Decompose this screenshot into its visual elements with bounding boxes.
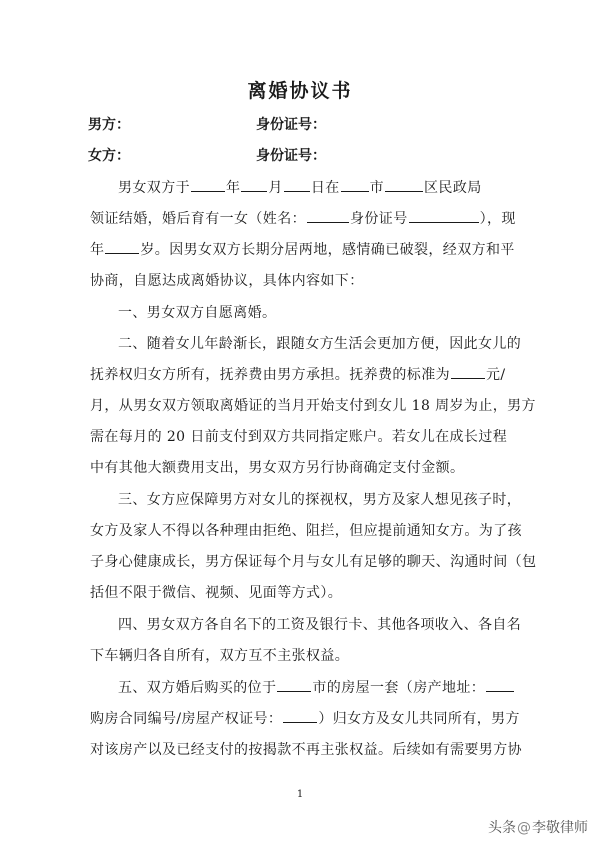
female-label: 女方：	[88, 148, 130, 164]
author-watermark	[488, 817, 588, 837]
platform-name: 头条	[488, 820, 516, 836]
blank-month	[241, 177, 267, 192]
paragraph-intro-line-2: 领证结婚，婚后育有一女（姓名： 身份证号 ），现	[90, 208, 510, 228]
paragraph-intro-line-3: 年 岁。因男女双方长期分居两地，感情确已破裂，经双方和平	[90, 239, 510, 259]
at-sign: @	[517, 820, 531, 836]
document-title: 离婚协议书	[247, 80, 353, 102]
blank-property-city	[277, 677, 311, 692]
clause-3-line-3: 子身心健康成长，男方保证每个月与女儿有足够的聊天、沟通时间（包	[90, 554, 537, 570]
clause-3-line-1: 三、女方应保障男方对女儿的探视权，男方及家人想见孩子时，	[118, 492, 522, 508]
blank-property-address	[486, 677, 514, 692]
female-id-label: 身份证号：	[256, 148, 326, 164]
clause-1: 一、男女双方自愿离婚。	[118, 305, 277, 321]
clause-5-line-3: 对该房产以及已经支付的按揭款不再主张权益。后续如有需要男方协	[90, 742, 522, 758]
clause-3-line-2: 女方及家人不得以各种理由拒绝、阻拦，但应提前通知女方。为了孩	[90, 523, 522, 539]
blank-day	[284, 177, 310, 192]
clause-2-line-3: 月，从男女双方领取离婚证的当月开始支付到女儿 18 周岁为止，男方	[90, 398, 536, 414]
page-number: 1	[296, 789, 304, 800]
female-party-line	[88, 145, 326, 165]
male-label: 男方：	[88, 117, 130, 133]
clause-2-line-4: 需在每月的 20 日前支付到双方共同指定账户。若女儿在成长过程	[90, 429, 508, 445]
blank-age	[105, 239, 139, 254]
clause-2-line-1: 二、随着女儿年龄渐长，跟随女方生活会更加方便，因此女儿的	[118, 336, 522, 352]
male-id-label: 身份证号：	[256, 117, 326, 133]
author-name: 李敬律师	[532, 820, 588, 836]
blank-daughter-id	[409, 208, 479, 223]
blank-support-amount	[451, 364, 485, 379]
paragraph-intro-line-4: 协商，自愿达成离婚协议，具体内容如下：	[90, 273, 364, 289]
male-party-line	[88, 114, 326, 134]
clause-4-line-2: 下车辆归各自所有，双方互不主张权益。	[90, 648, 350, 664]
clause-2-line-5: 中有其他大额费用支出，男女双方另行协商确定支付金额。	[90, 460, 465, 476]
clause-2-line-2: 抚养权归女方所有，抚养费由男方承担。抚养费的标准为 元/	[90, 364, 510, 384]
clause-3-line-4: 括但不限于微信、视频、见面等方式）。	[90, 585, 343, 601]
blank-contract-number	[283, 708, 317, 723]
clause-4-line-1: 四、男女双方各自名下的工资及银行卡、其他各项收入、各自名	[118, 617, 522, 633]
blank-year	[191, 177, 225, 192]
blank-city	[341, 177, 369, 192]
paragraph-intro-line-1: 男女双方于 年 月 日在 市 区民政局	[118, 177, 510, 197]
clause-5-line-1: 五、双方婚后购买的位于 市的房屋一套（房产地址：	[118, 677, 510, 697]
blank-district	[385, 177, 423, 192]
blank-daughter-name	[307, 208, 349, 223]
clause-5-line-2: 购房合同编号/房屋产权证号： ）归女方及女儿共同所有，男方	[90, 708, 510, 728]
